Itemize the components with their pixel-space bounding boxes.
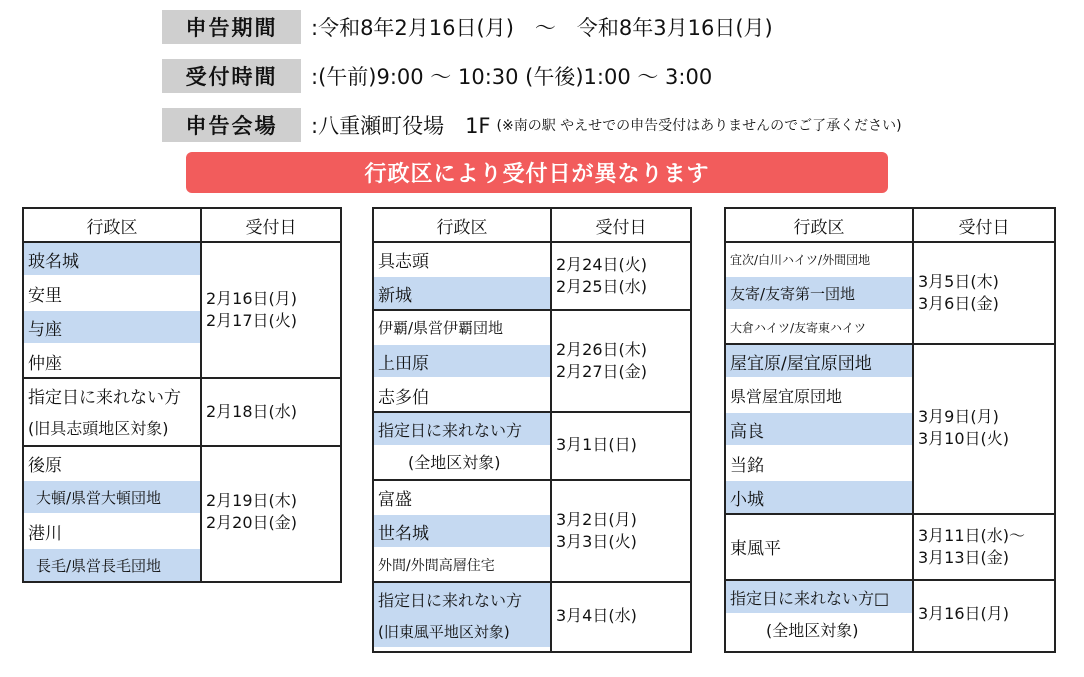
col-district-header: 行政区 (86, 217, 138, 238)
date-entry: 3月13日(金) (918, 548, 1010, 567)
district-row: (全地区対象) (766, 620, 859, 640)
venue-value: :八重瀬町役場 1F (311, 114, 491, 138)
date-entry: 3月16日(月) (918, 604, 1010, 623)
date-entry: 2月26日(木) (556, 340, 648, 359)
date-entry: 3月5日(木) (918, 272, 999, 291)
district-row: 県営屋宜原団地 (730, 386, 843, 406)
col-date-header: 受付日 (595, 217, 647, 238)
date-entry: 2月25日(水) (556, 277, 648, 296)
district-row: 大倉ハイツ/友寄東ハイツ (730, 320, 867, 335)
district-row: 長毛/県営長毛団地 (24, 549, 200, 581)
schedule-table-1 (22, 207, 342, 583)
district-row: 志多伯 (378, 387, 429, 408)
district-row: 世名城 (374, 515, 550, 547)
district-row: (全地区対象) (408, 452, 501, 472)
district-row: 屋宜原/屋宜原団地 (726, 345, 912, 377)
district-row: 友寄/友寄第一団地 (726, 277, 912, 309)
date-entry: 3月9日(月) (918, 407, 999, 426)
district-row: 指定日に来れない方 (374, 413, 550, 445)
district-row: 上田原 (374, 345, 550, 377)
filing-period-row (162, 10, 773, 44)
date-entry: 2月20日(金) (206, 513, 298, 532)
district-row: 宜次/白川ハイツ/外間団地 (730, 252, 871, 267)
district-row: 指定日に来れない方 (374, 583, 550, 615)
date-entry: 3月6日(金) (918, 294, 999, 313)
district-row: (旧具志頭地区対象) (28, 418, 169, 438)
venue-label: 申告会場 (162, 108, 301, 142)
date-entry: 3月1日(日) (556, 435, 637, 454)
col-date-header: 受付日 (958, 217, 1010, 238)
date-entry: 2月16日(月) (206, 289, 298, 308)
date-entry: 3月11日(水)～ (918, 526, 1026, 545)
district-row: 当銘 (730, 455, 764, 476)
date-entry: 2月17日(火) (206, 311, 298, 330)
district-row: 富盛 (378, 489, 412, 510)
date-entry: 3月10日(火) (918, 429, 1010, 448)
district-row: 高良 (726, 413, 912, 445)
col-district-header: 行政区 (436, 217, 488, 238)
district-row: 具志頭 (378, 251, 429, 272)
district-row: 安里 (28, 285, 62, 306)
district-row: 新城 (374, 277, 550, 309)
notice-banner: 行政区により受付日が異なります (186, 152, 888, 193)
district-row: 玻名城 (24, 243, 200, 275)
district-row: 指定日に来れない方 (28, 387, 181, 408)
reception-hours-label: 受付時間 (162, 59, 301, 93)
district-row: 東風平 (730, 538, 781, 559)
date-entry: 3月2日(月) (556, 510, 637, 529)
date-entry: 2月18日(水) (206, 402, 298, 421)
district-row: 与座 (24, 311, 200, 343)
district-row: (旧東風平地区対象) (374, 615, 550, 647)
filing-period-value: :令和8年2月16日(月) ～ 令和8年3月16日(月) (311, 16, 773, 40)
district-row: 小城 (726, 481, 912, 513)
district-row: 外間/外間高層住宅 (378, 558, 495, 574)
district-row: 指定日に来れない方□ (726, 581, 912, 613)
venue-row (162, 108, 902, 142)
district-row: 港川 (28, 523, 62, 544)
district-row: 仲座 (28, 353, 62, 374)
district-row: 伊覇/県営伊覇団地 (378, 318, 504, 337)
reception-hours-value: :(午前)9:00 ～ 10:30 (午後)1:00 ～ 3:00 (311, 65, 713, 89)
venue-note: (※南の駅 やえせでの申告受付はありませんのでご了承ください) (496, 118, 902, 134)
district-row: 大頓/県営大頓団地 (24, 481, 200, 513)
date-entry: 2月19日(木) (206, 491, 298, 510)
reception-hours-row (162, 59, 712, 93)
filing-period-label: 申告期間 (162, 10, 301, 44)
date-entry: 3月4日(水) (556, 606, 637, 625)
district-row: 後原 (28, 455, 62, 476)
date-entry: 3月3日(火) (556, 532, 637, 551)
col-date-header: 受付日 (245, 217, 297, 238)
schedule-table-3 (724, 207, 1056, 653)
date-entry: 2月24日(火) (556, 255, 648, 274)
schedule-table-2 (372, 207, 692, 653)
date-entry: 2月27日(金) (556, 362, 648, 381)
col-district-header: 行政区 (793, 217, 845, 238)
